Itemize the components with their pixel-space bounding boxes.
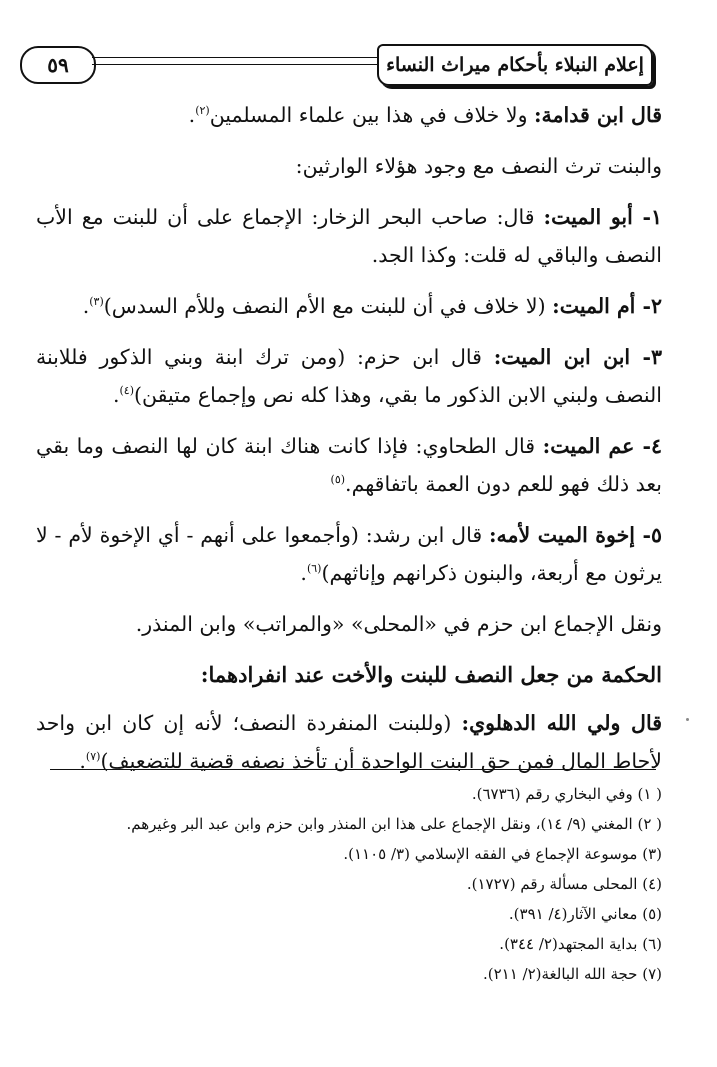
paragraph-ibn-qudama [36,96,662,134]
paragraph-maternal-siblings [36,516,662,592]
paragraph-text: قال الطحاوي: فإذا كانت هناك ابنة كان لها النصف وما بقي بعد ذلك فهو للعم دون العمة باتفاقهم. [36,434,662,496]
paragraph-text: والبنت ترث النصف مع وجود هؤلاء الوارثين: [295,154,662,178]
footnote-6: (٦) بداية المجتهد(٢/ ٣٤٤). [499,935,662,953]
header-rule-bottom [92,64,378,65]
paragraph-text: قال ابن حزم: (ومن ترك ابنة وبني الذكور فللابنة النصف ولبني الابن الذكور ما بقي، وهذا كله نص وإجماع متيقن) [36,345,662,407]
section-heading: الحكمة من جعل النصف للبنت والأخت عند انفرادهما: [200,662,662,687]
footnote-ref-7: (٧) [85,750,101,764]
footnote-ref-6: (٦) [306,562,322,576]
paragraph-father [36,198,662,274]
footnote-7: (٧) حجة الله البالغة(٢/ ٢١١). [482,965,662,983]
page-number-badge [20,46,96,84]
footnote-ref-4: (٤) [119,384,134,398]
paragraph-end: . [112,383,120,407]
paragraph-lead: ٢- أم الميت: [552,294,662,318]
footnote-ref-2: (٢) [195,104,210,118]
footnote-5: (٥) معاني الآثار(٤/ ٣٩١). [508,905,662,923]
paragraph-text: قال ابن رشد: (وأجمعوا على أنهم - أي الإخوة لأم - لا يرثون مع أربعة، والبنون ذكرانهم وإناثهم) [36,523,662,585]
paragraph-text: ولا خلاف في هذا بين علماء المسلمين [209,103,534,127]
paragraph-consensus [36,605,662,643]
footnotes [60,779,662,989]
paragraph-lead: ١- أبو الميت: [543,205,662,229]
paragraph-lead: قال ابن قدامة: [533,103,662,127]
main-text [36,96,662,793]
paragraph-text: (لا خلاف في أن للبنت مع الأم النصف وللأم السدس) [103,294,553,318]
footnote-3: (٣) موسوعة الإجماع في الفقه الإسلامي (٣/ ١١٠٥). [343,845,662,863]
paragraph-end: . [82,294,90,318]
paragraph-grandson [36,338,662,414]
header-rule-top [92,57,378,58]
paragraph-mother [36,287,662,325]
paragraph-text: قال: صاحب البحر الزخار: الإجماع على أن للبنت مع الأب النصف والباقي له قلت: وكذا الجد. [36,205,662,267]
footnote-ref-3: (٣) [89,295,104,309]
paragraph-lead: قال ولي الله الدهلوي: [461,711,663,735]
footnote-4: (٤) المحلى مسألة رقم (١٧٢٧). [466,875,662,893]
footnote-2: ( ٢) المغني (٩/ ١٤)، ونقل الإجماع على هذا ابن المنذر وابن حزم وابن عبد البر وغيرهم. [126,815,662,833]
footnote-ref-5: (٥) [330,473,346,487]
paragraph-end: . [79,749,86,773]
paragraph-end: . [300,561,307,585]
paragraph-intro [36,147,662,185]
paragraph-lead: ٣- ابن ابن الميت: [493,345,662,369]
footnote-separator [50,769,656,770]
footnote-1: ( ١) وفي البخاري رقم (٦٧٣٦). [471,785,662,803]
paragraph-text: ونقل الإجماع ابن حزم في «المحلى» «والمراتب» وابن المنذر. [135,612,662,636]
page-number: ٥٩ [47,53,69,77]
paragraph-lead: ٥- إخوة الميت لأمه: [488,523,662,547]
paragraph-end: . [188,103,196,127]
paragraph-text: (وللبنت المنفردة النصف؛ لأنه إن كان ابن واحد لأحاط المال فمن حق البنت الواحدة أن تأخذ نصفه قضية للتضعيف) [36,711,662,773]
paragraph-lead: ٤- عم الميت: [542,434,662,458]
book-title [377,44,653,86]
scan-speck [686,718,689,721]
paragraph-uncle [36,427,662,503]
book-title-text: إعلام النبلاء بأحكام ميراث النساء [386,54,644,76]
